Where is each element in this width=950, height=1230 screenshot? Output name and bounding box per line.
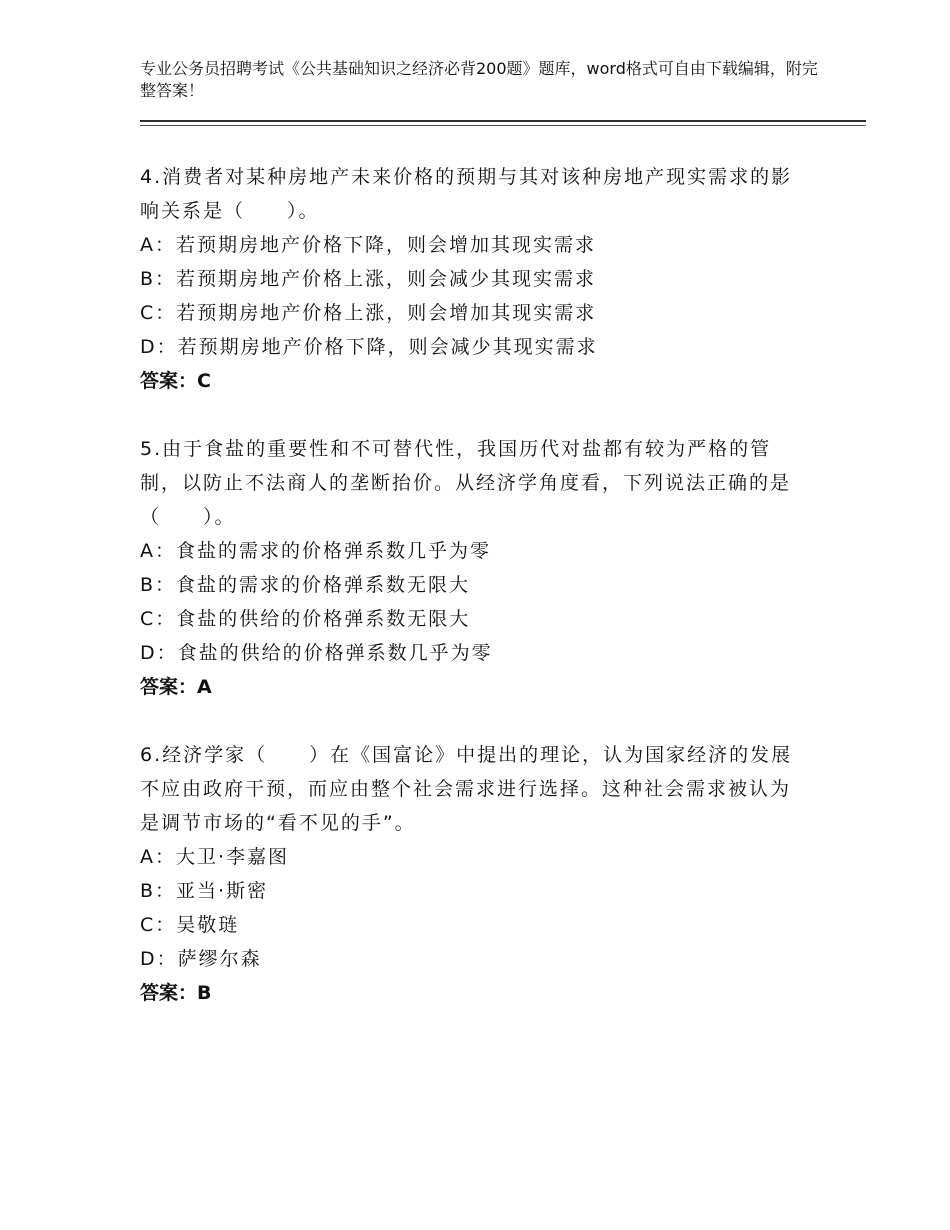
option-d: D：萨缪尔森 xyxy=(140,948,262,970)
header-divider-thick xyxy=(140,120,866,122)
option-d: D：若预期房地产价格下降，则会减少其现实需求 xyxy=(140,336,598,358)
option-c: C：若预期房地产价格上涨，则会增加其现实需求 xyxy=(140,302,597,324)
document-header: 专业公务员招聘考试《公共基础知识之经济必背200题》题库，word格式可自由下载编辑，附完整答案！ xyxy=(140,59,818,100)
answer-label: 答案：B xyxy=(140,982,212,1004)
option-c: C：食盐的供给的价格弹系数无限大 xyxy=(140,608,471,630)
option-a: A：食盐的需求的价格弹系数几乎为零 xyxy=(140,540,491,562)
question-6 xyxy=(140,738,800,1010)
option-b: B：若预期房地产价格上涨，则会减少其现实需求 xyxy=(140,268,597,290)
answer-label: 答案：A xyxy=(140,676,212,698)
question-text: 6.经济学家（ ）在《国富论》中提出的理论，认为国家经济的发展不应由政府干预，而应由整个社会需求进行选择。这种社会需求被认为是调节市场的“看不见的手”。 xyxy=(140,744,793,834)
option-b: B：亚当·斯密 xyxy=(140,880,269,902)
option-d: D：食盐的供给的价格弹系数几乎为零 xyxy=(140,642,493,664)
option-a: A：若预期房地产价格下降，则会增加其现实需求 xyxy=(140,234,596,256)
header-divider-thin xyxy=(140,125,866,126)
option-c: C：吴敬琏 xyxy=(140,914,240,936)
question-5 xyxy=(140,432,800,704)
answer-label: 答案：C xyxy=(140,370,211,392)
option-a: A：大卫·李嘉图 xyxy=(140,846,290,868)
question-text: 4.消费者对某种房地产未来价格的预期与其对该种房地产现实需求的影响关系是（ ）。 xyxy=(140,166,793,222)
option-b: B：食盐的需求的价格弹系数无限大 xyxy=(140,574,471,596)
question-4 xyxy=(140,160,800,398)
question-text: 5.由于食盐的重要性和不可替代性，我国历代对盐都有较为严格的管制，以防止不法商人的垄断抬价。从经济学角度看，下列说法正确的是（ ）。 xyxy=(140,438,792,528)
question-list xyxy=(140,160,800,1044)
